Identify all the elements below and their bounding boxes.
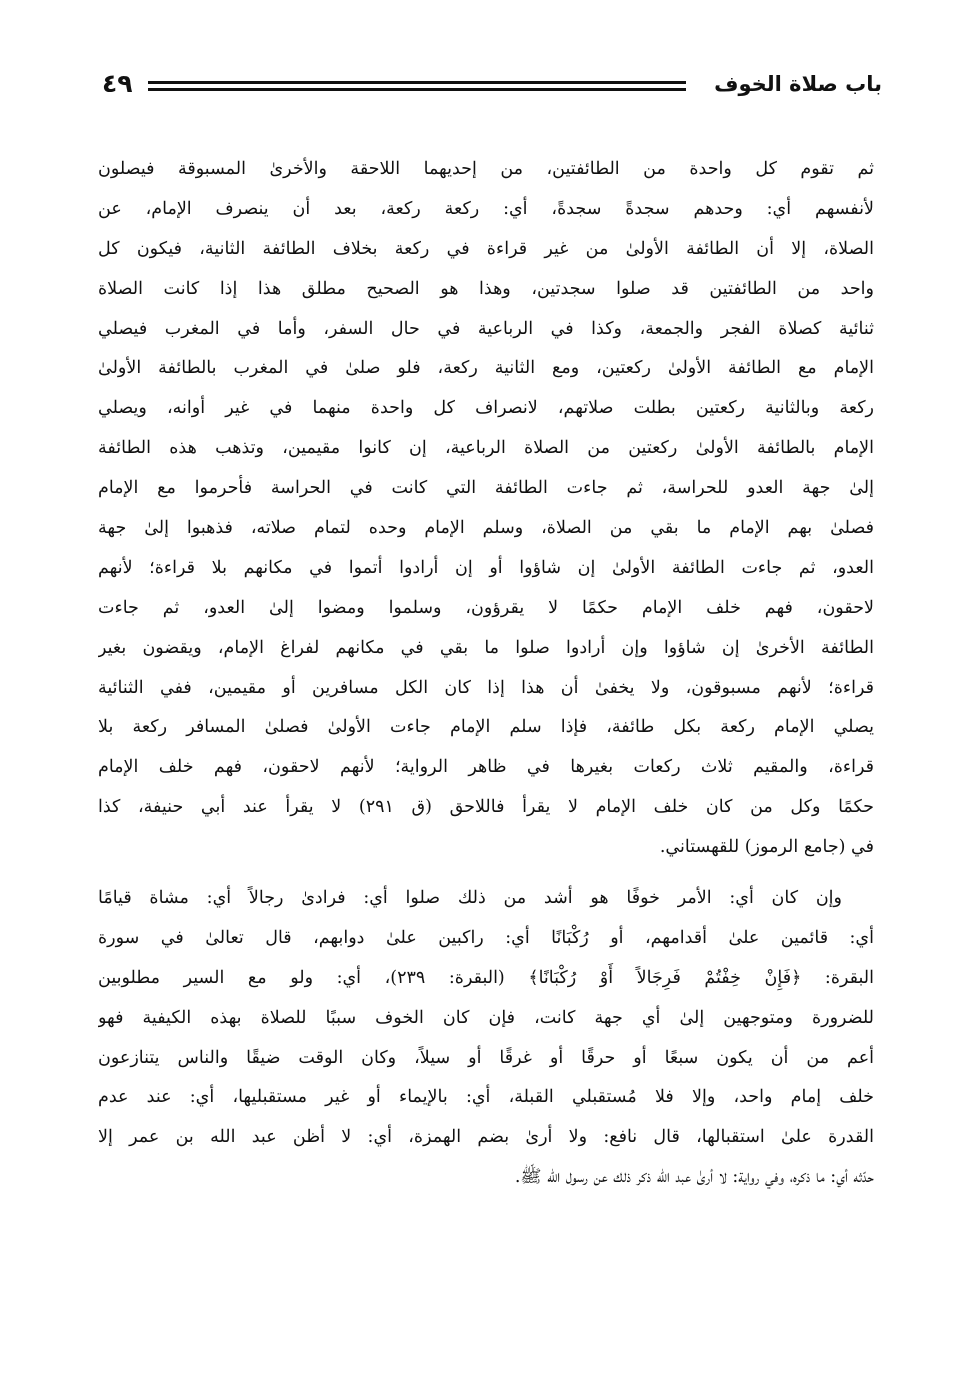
text-line: للضرورة ومتوجهين إلىٰ أي جهة كانت، فإن كان الخوف سببًا للصلاة بهذه الكيفية فهو	[98, 1007, 874, 1028]
text-line: الإمام مع الطائفة الأولىٰ ركعتين، ومع الثانية ركعة، فلو صلىٰ في المغرب بالطائفة الأولىٰ	[98, 358, 874, 379]
text-line: حدّثه أي: ما ذكره، وفي رواية: لا أرىٰ عبد الله ذكر ذلك عن رسول الله ﷺ.	[514, 1167, 874, 1188]
text-line: الطائفة الأخرىٰ إن شاؤوا وإن أرادوا صلوا ما بقي في مكانهم لفراغ الإمام، ويقضون بغير	[98, 637, 874, 658]
page-number: ٤٩	[102, 69, 133, 98]
text-line: يصلي الإمام ركعة بكل طائفة، فإذا سلم الإمام جاءت الأولىٰ فصلىٰ المسافر ركعة بلا	[98, 717, 874, 738]
chapter-title: باب صلاة الخوف	[714, 72, 882, 96]
text-line: ثنائية كصلاة الفجر والجمعة، وكذا في الرباعية في حال السفر، وأما في المغرب فيصلي	[98, 318, 874, 339]
paragraph-gap	[98, 868, 874, 879]
text-line: واحد من الطائفتين قد صلوا سجدتين، وهذا هو الصحيح مطلق هذا إذا كانت الصلاة	[98, 278, 874, 299]
text-line: في (جامع الرموز) للقهستاني.	[659, 837, 874, 858]
text-line: فصلىٰ بهم الإمام ما بقي من الصلاة، وسلم الإمام وحده لتمام صلاته، فذهبوا إلىٰ جهة	[98, 518, 874, 539]
body-text	[98, 150, 874, 1198]
header-double-rule	[148, 81, 686, 91]
paragraph	[98, 879, 874, 1198]
text-line: أي: قائمين علىٰ أقدامهم، أو رُكْبَانًا أي: راكبين علىٰ دوابهم، قال تعالىٰ في سورة	[98, 927, 874, 948]
text-line: قراءة، والمقيم ثلاث ركعات بغيرها في ظاهر الرواية؛ لأنهم لاحقون، فهم خلف الإمام	[98, 757, 874, 778]
text-line: لاحقون، فهم خلف الإمام حكمًا لا يقرؤون، وسلموا ومضوا إلىٰ العدو، ثم جاءت	[98, 597, 874, 618]
text-line: أعم من أن يكون سبعًا أو حرقًا أو غرقًا أو سيلاً، وكان الوقت ضيقًا والناس يتنازعون	[98, 1047, 874, 1068]
text-line: إلىٰ جهة العدو للحراسة، ثم جاءت الطائفة التي كانت في الحراسة فأحرموا مع الإمام	[98, 478, 874, 499]
page-header	[102, 66, 882, 106]
text-line: القدرة علىٰ استقبالها، قال نافع: ولا أرىٰ بضم الهمزة، أي: لا أظن عبد الله بن عمر إلا	[98, 1127, 874, 1148]
text-line: وإن كان أي: الأمر خوفًا هو أشد من ذلك صلوا أي: فرادىٰ رجالاً أي: مشاة قيامًا	[98, 888, 842, 909]
text-line: الإمام بالطائفة الأولىٰ ركعتين من الصلاة الرباعية، إن كانوا مقيمين، وتذهب هذه الطائفة	[98, 438, 874, 459]
text-line: ركعة وبالثانية ركعتين بطلت صلاتهم، لانصراف كل واحدة منهما في غير أوانه، ويصلي	[98, 398, 874, 419]
paragraph	[98, 150, 874, 868]
text-line: لأنفسهم أي: وحدهم سجدةً سجدةً، أي: ركعة ركعة، بعد أن ينصرف الإمام، عن	[98, 198, 874, 219]
text-line: البقرة: ﴿فَإِنْ خِفْتُمْ فَرِجَالاً أَوْ رُكْبَانًا﴾ (البقرة: ٢٣٩)، أي: ولو مع السير مطلوبين	[98, 967, 874, 988]
text-line: العدو، ثم جاءت الطائفة الأولىٰ إن شاؤوا أو إن أرادوا أتموا في مكانهم بلا قراءة؛ لأنهم	[98, 557, 874, 578]
text-line: قراءة؛ لأنهم مسبوقون، ولا يخفىٰ أن هذا إذا كان الكل مسافرين أو مقيمين، ففي الثنائية	[98, 677, 874, 698]
text-line: خلف إمام واحد، وإلا فلا مُستقبلي القبلة، أي: بالإيماء أو غير مستقبليها، أي: عند عدم	[98, 1087, 874, 1108]
text-line: ثم تقوم كل واحدة من الطائفتين، من إحديهما اللاحقة والأخرىٰ المسبوقة فيصلون	[98, 159, 874, 179]
text-line: حكمًا وكل من كان خلف الإمام لا يقرأ فاللاحق (ق ٢٩١) لا يقرأ عند أبي حنيفة، كذا	[98, 797, 874, 818]
text-line: الصلاة، إلا أن الطائفة الأولىٰ من غير قراءة في ركعة بخلاف الطائفة الثانية، فيكون كل	[98, 238, 874, 259]
